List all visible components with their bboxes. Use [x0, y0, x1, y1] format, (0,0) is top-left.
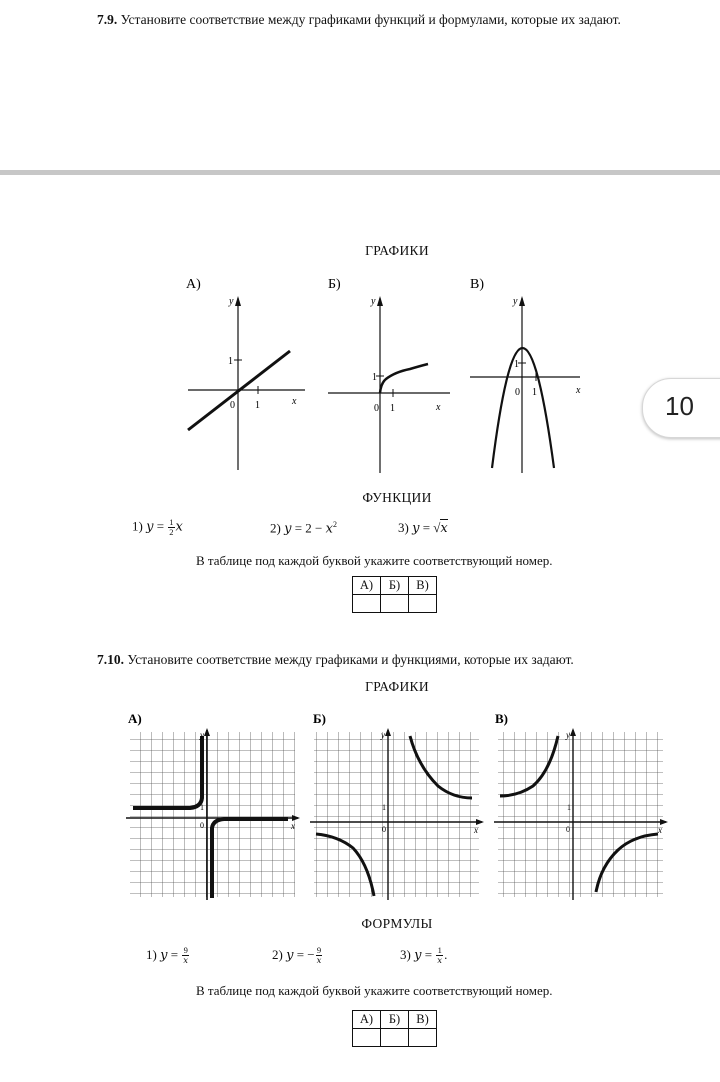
graph-c	[470, 296, 581, 473]
answer-cell-c[interactable]	[409, 1029, 437, 1047]
answer-cell-b[interactable]	[381, 595, 409, 613]
function-1: 1) y = $\frac{1}{2}$ x	[132, 517, 183, 537]
task-text: Установите соответствие между графиками функций и формулами, которые их задают.	[120, 12, 621, 27]
label-1: 1	[567, 803, 571, 812]
page-separator	[0, 170, 720, 175]
instruction-1: В таблице под каждой буквой укажите соответствующий номер.	[196, 553, 553, 568]
label-0: 0	[200, 821, 204, 830]
y-axis-label: y	[566, 730, 570, 740]
y-axis-label: y	[381, 730, 385, 740]
table-header-a: А)	[353, 1011, 381, 1029]
graph-a	[188, 296, 305, 470]
y-axis-label: y	[200, 730, 204, 740]
y-arrow	[377, 296, 383, 306]
task-text: Установите соответствие между графиками и функциями, которые их задают.	[127, 652, 574, 667]
y-axis-label: y	[229, 296, 234, 307]
label-1: 1	[200, 803, 204, 812]
graphs-heading: ГРАФИКИ	[365, 243, 429, 258]
answer-cell-c[interactable]	[409, 595, 437, 613]
graph-a	[126, 728, 300, 900]
x-axis-label: x	[291, 821, 295, 831]
label-1-x: 1	[255, 400, 260, 411]
label-1-x: 1	[532, 387, 537, 398]
table-header-c: В)	[409, 577, 437, 595]
answer-table-2	[352, 1010, 437, 1047]
graph-b	[310, 728, 484, 900]
graph-label-a: А)	[128, 711, 142, 726]
x-axis-label: x	[436, 402, 441, 413]
graph-label-a: А)	[186, 277, 201, 292]
table-header-a: А)	[353, 577, 381, 595]
task-number: 7.10.	[97, 652, 124, 667]
task-7-10-graphs	[118, 706, 693, 906]
label-0: 0	[382, 825, 386, 834]
y-arrow	[519, 296, 525, 306]
label-1: 1	[382, 803, 386, 812]
graph-parabola	[492, 348, 554, 468]
table-header-c: В)	[409, 1011, 437, 1029]
x-axis-label: x	[292, 396, 297, 407]
task-number: 7.9.	[97, 12, 118, 27]
instruction-2: В таблице под каждой буквой укажите соответствующий номер.	[196, 983, 553, 998]
x-axis-label: x	[576, 385, 581, 396]
y-arrow	[235, 296, 241, 306]
table-header-b: Б)	[381, 577, 409, 595]
functions-heading: ФУНКЦИИ	[362, 490, 432, 505]
graph-label-b: Б)	[313, 711, 326, 726]
graphs-heading-2: ГРАФИКИ	[365, 679, 429, 694]
answer-cell-a[interactable]	[353, 1029, 381, 1047]
answer-table-1	[352, 576, 437, 613]
formula-1: 1) y = $\frac{9}{x}$	[146, 945, 189, 966]
formulas-heading: ФОРМУЛЫ	[361, 916, 433, 931]
x-axis-label: x	[474, 825, 478, 835]
graph-b	[328, 296, 450, 473]
label-1-y: 1	[372, 372, 377, 383]
answer-cell-b[interactable]	[381, 1029, 409, 1047]
label-0: 0	[374, 403, 379, 414]
y-axis-label: y	[371, 296, 376, 307]
task-7-9-graphs	[170, 268, 600, 478]
page-number: 10	[665, 391, 694, 421]
graph-label-b: Б)	[328, 277, 341, 292]
label-1-y: 1	[228, 356, 233, 367]
y-axis-label: y	[513, 296, 518, 307]
label-0: 0	[230, 400, 235, 411]
graph-c	[494, 728, 668, 900]
label-1-x: 1	[390, 403, 395, 414]
formula-3: 3) y = $\frac{1}{x}$ .	[400, 945, 448, 966]
function-2: 2) $y = 2 - x^2$	[270, 520, 337, 537]
label-1-y: 1	[514, 359, 519, 370]
formula-2: 2) y = − $\frac{9}{x}$	[272, 945, 322, 966]
graph-curve	[380, 364, 428, 393]
graph-label-c: В)	[495, 711, 508, 726]
function-3: 3) y = √x	[398, 520, 448, 536]
label-0: 0	[515, 387, 520, 398]
task-7-10-title	[97, 652, 574, 668]
task-7-9-title	[97, 12, 621, 28]
table-header-b: Б)	[381, 1011, 409, 1029]
page-number-badge[interactable]	[642, 378, 720, 438]
graph-label-c: В)	[470, 277, 484, 292]
answer-cell-a[interactable]	[353, 595, 381, 613]
x-axis-label: x	[658, 825, 662, 835]
label-0: 0	[566, 825, 570, 834]
